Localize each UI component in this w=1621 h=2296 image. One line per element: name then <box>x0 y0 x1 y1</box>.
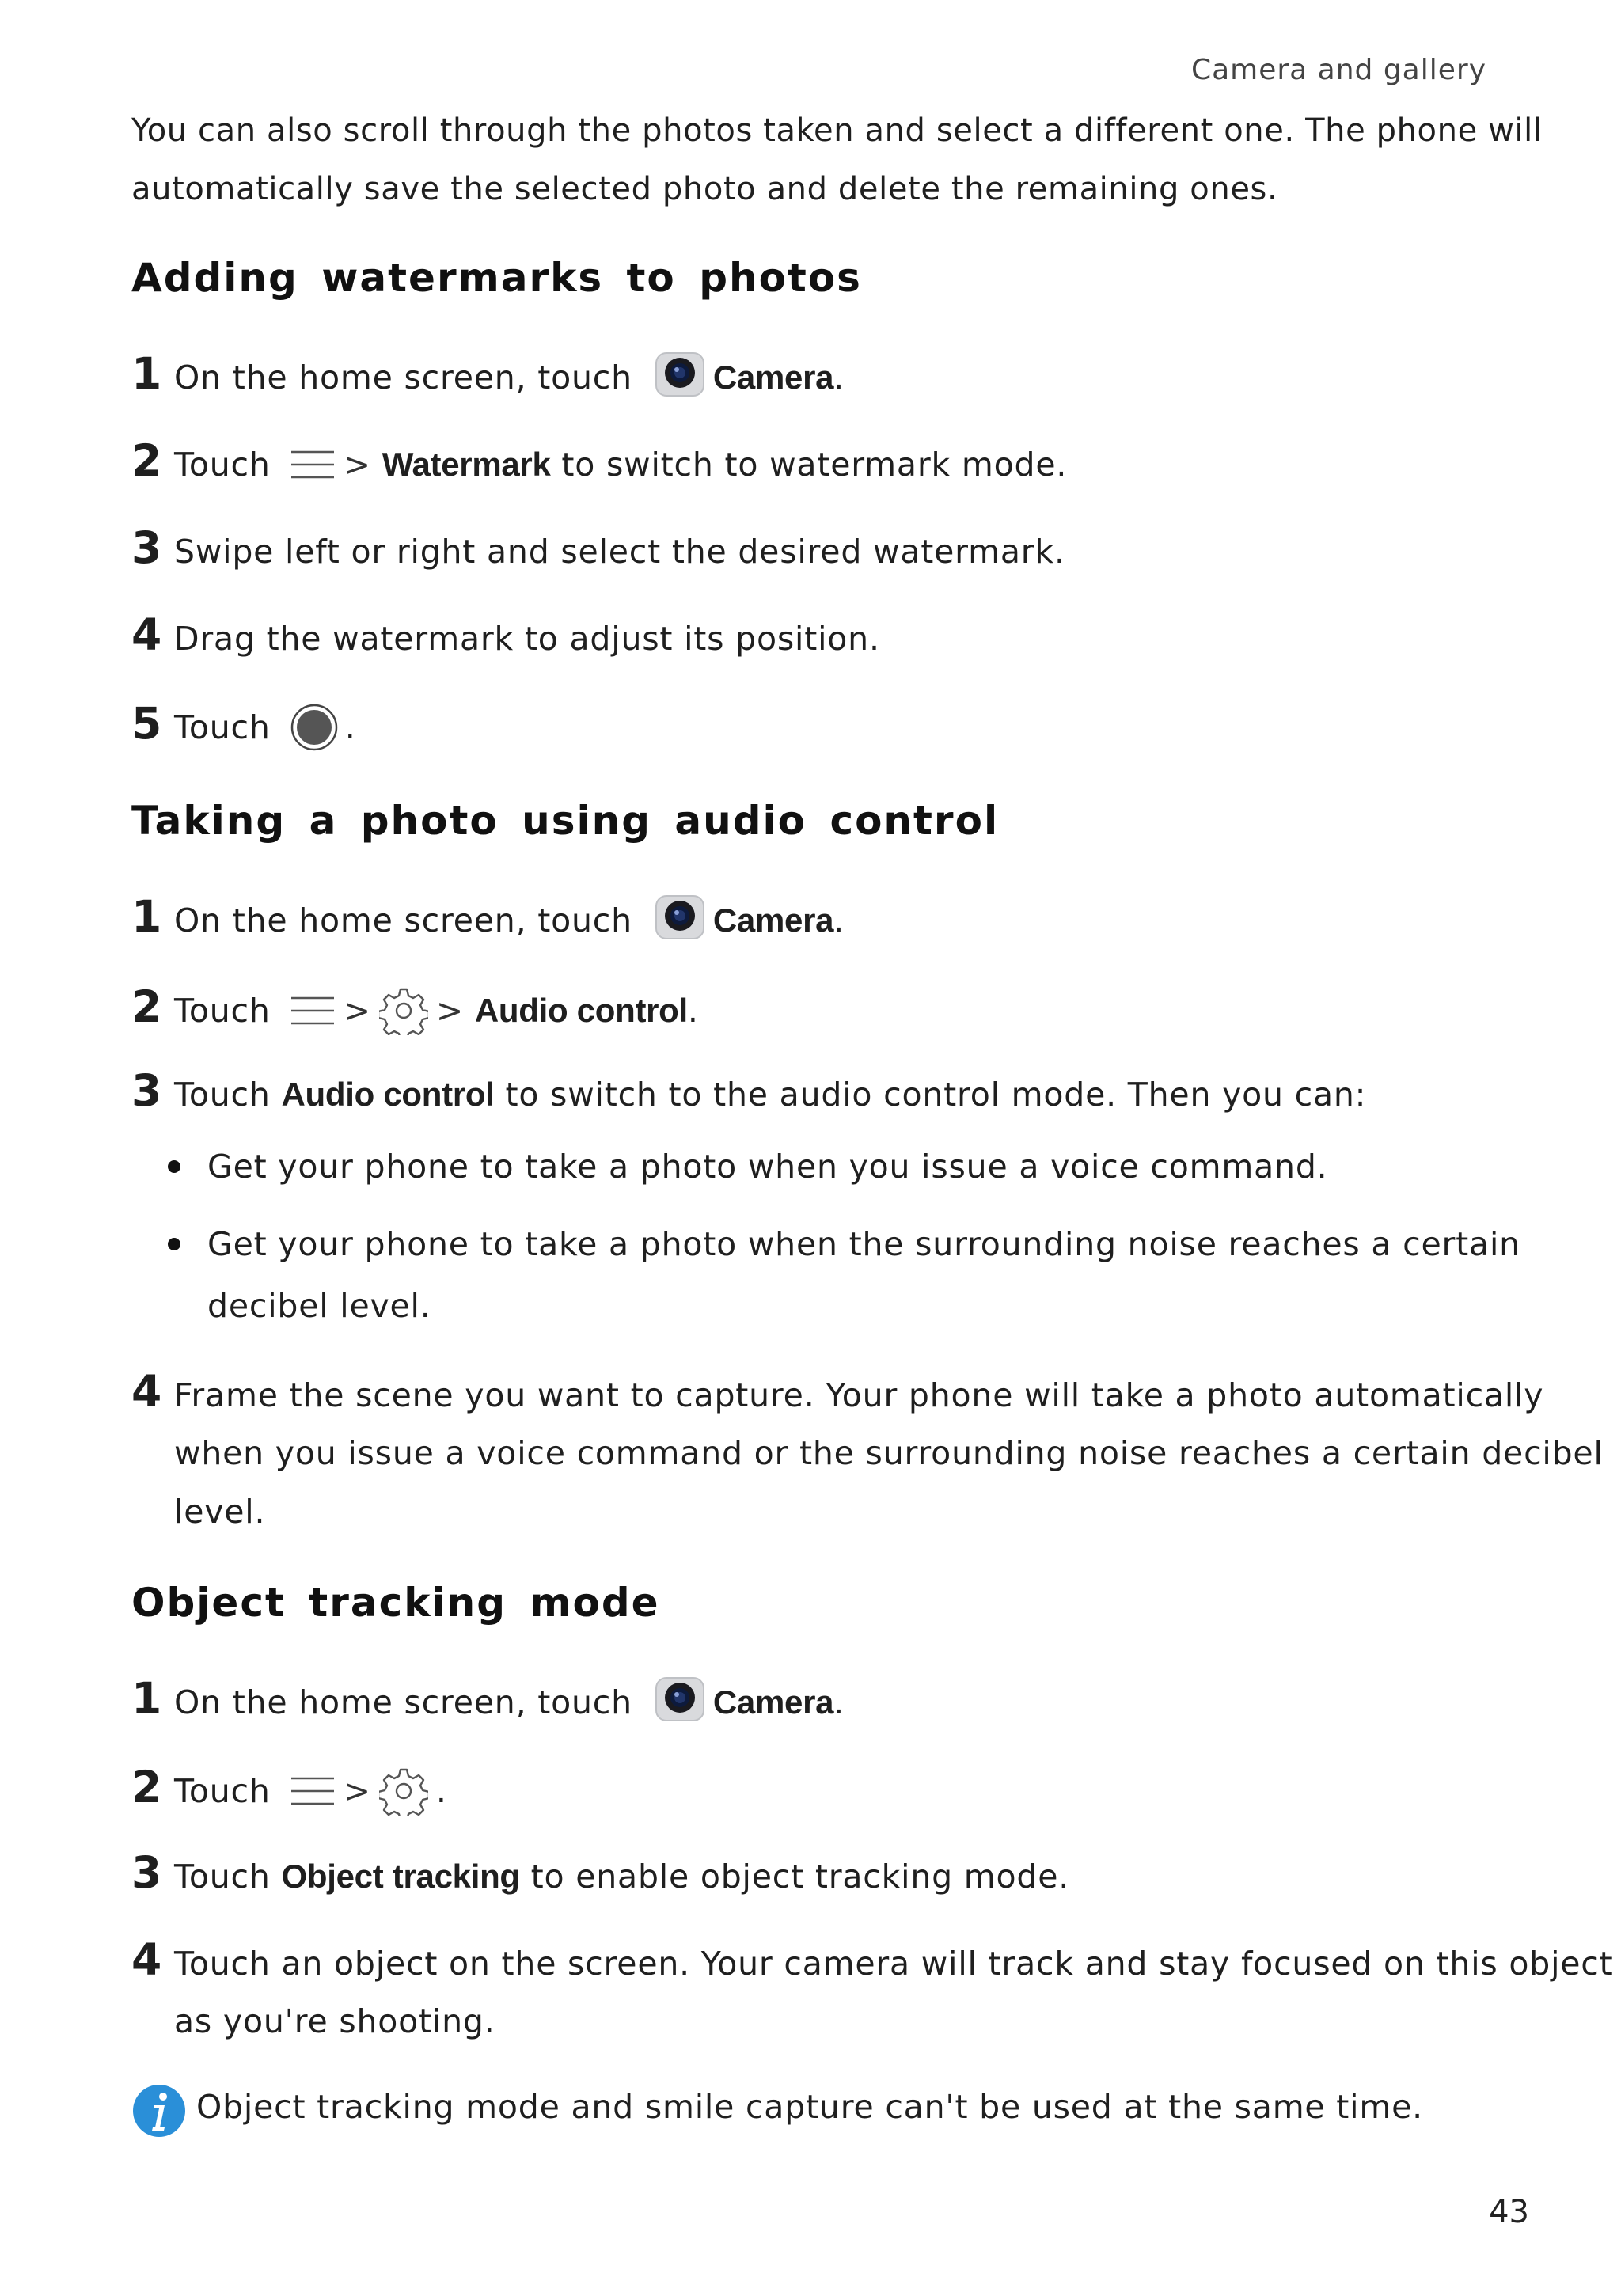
page-number: 43 <box>1489 2194 1529 2230</box>
step-number: 3 <box>131 522 163 573</box>
menu-icon <box>290 1774 336 1808</box>
watermark-step-5 <box>131 698 356 752</box>
tracking-step-4-line-2: as you're shooting. <box>174 2002 495 2040</box>
step-end: . <box>833 1683 845 1721</box>
intro-line-2: automatically save the selected photo and delete the remaining ones. <box>131 171 1278 207</box>
section-title-watermarks: Adding watermarks to photos <box>131 255 862 301</box>
tracking-step-1 <box>131 1673 845 1725</box>
step-number: 4 <box>131 1934 163 1985</box>
step-number: 5 <box>131 698 163 749</box>
step-text: Touch <box>174 708 271 746</box>
camera-label: Camera <box>712 359 834 396</box>
tracking-step-3 <box>131 1847 1070 1898</box>
bullet-text: Get your phone to take a photo when you issue a voice command. <box>207 1148 1328 1186</box>
intro-paragraph <box>131 101 1543 218</box>
menu-icon <box>290 447 336 482</box>
bullet-dot <box>168 1238 180 1250</box>
step-text: Drag the watermark to adjust its position. <box>174 620 880 658</box>
audio-step-2 <box>131 981 699 1035</box>
watermark-label: Watermark <box>382 446 551 483</box>
bullet-dot <box>168 1160 180 1173</box>
step-text: Touch <box>174 1076 271 1114</box>
audio-control-label: Audio control <box>474 992 688 1029</box>
audio-step-3 <box>131 1065 1367 1116</box>
step-text: Touch <box>174 1858 271 1896</box>
step-text: Frame the scene you want to capture. Your phone will take a photo automatically <box>174 1376 1544 1414</box>
bullet-text: Get your phone to take a photo when the surrounding noise reaches a certain <box>207 1225 1520 1263</box>
step-number: 3 <box>131 1847 163 1898</box>
step-text: On the home screen, touch <box>174 1683 632 1721</box>
audio-control-label: Audio control <box>281 1076 495 1113</box>
step-end: . <box>833 901 845 939</box>
step-text: Swipe left or right and select the desired watermark. <box>174 533 1065 571</box>
step-end: . <box>687 992 699 1030</box>
settings-gear-icon <box>379 986 428 1035</box>
running-header: Camera and gallery <box>1190 54 1486 86</box>
step-text: On the home screen, touch <box>174 901 632 939</box>
step-text: Touch <box>174 992 271 1030</box>
camera-label: Camera <box>712 901 834 939</box>
camera-app-icon <box>655 894 705 940</box>
menu-icon <box>290 993 336 1028</box>
separator: > <box>343 992 371 1030</box>
step-number: 1 <box>131 891 163 942</box>
separator: > <box>343 1772 371 1810</box>
step-text: Touch <box>174 1772 271 1810</box>
separator: > <box>435 992 464 1030</box>
camera-app-icon <box>655 1676 705 1722</box>
object-tracking-label: Object tracking <box>281 1858 520 1895</box>
audio-step-1 <box>131 891 845 943</box>
step-number: 4 <box>131 1366 163 1417</box>
camera-app-icon <box>655 351 705 397</box>
tracking-step-4 <box>131 1934 1613 1985</box>
audio-bullet-2 <box>168 1225 1520 1263</box>
step-end: . <box>435 1772 447 1810</box>
settings-gear-icon <box>379 1767 428 1816</box>
step-number: 1 <box>131 348 163 399</box>
step-end: . <box>344 708 356 746</box>
step-number: 2 <box>131 1762 163 1812</box>
watermark-step-3 <box>131 522 1065 573</box>
step-after: to switch to watermark mode. <box>561 446 1068 484</box>
step-after: to switch to the audio control mode. Then you can: <box>505 1076 1367 1114</box>
step-text: On the home screen, touch <box>174 359 632 397</box>
note-text: Object tracking mode and smile capture can't be used at the same time. <box>196 2088 1423 2126</box>
tracking-step-2 <box>131 1762 447 1816</box>
watermark-step-4 <box>131 609 880 660</box>
step-text: Touch <box>174 446 271 484</box>
audio-step-4-line-3: level. <box>174 1493 266 1531</box>
step-number: 2 <box>131 981 163 1032</box>
step-end: . <box>833 359 845 397</box>
section-title-audio-control: Taking a photo using audio control <box>131 798 1000 844</box>
audio-step-4 <box>131 1366 1544 1417</box>
step-number: 1 <box>131 1673 163 1724</box>
separator: > <box>343 446 371 484</box>
audio-step-4-line-2: when you issue a voice command or the surrounding noise reaches a certain decibel <box>174 1434 1604 1472</box>
info-icon <box>131 2083 187 2139</box>
step-number: 4 <box>131 609 163 660</box>
step-after: to enable object tracking mode. <box>530 1858 1070 1896</box>
watermark-step-2 <box>131 435 1068 486</box>
step-text: Touch an object on the screen. Your camera will track and stay focused on this object <box>174 1945 1613 1983</box>
step-number: 3 <box>131 1065 163 1116</box>
audio-bullet-1 <box>168 1148 1328 1186</box>
section-title-object-tracking: Object tracking mode <box>131 1580 660 1626</box>
camera-label: Camera <box>712 1683 834 1721</box>
audio-bullet-2-continued: decibel level. <box>207 1287 431 1325</box>
watermark-step-1 <box>131 348 845 400</box>
shutter-icon <box>290 703 339 752</box>
intro-line-1: You can also scroll through the photos taken and select a different one. The phone will <box>131 112 1543 149</box>
step-number: 2 <box>131 435 163 486</box>
